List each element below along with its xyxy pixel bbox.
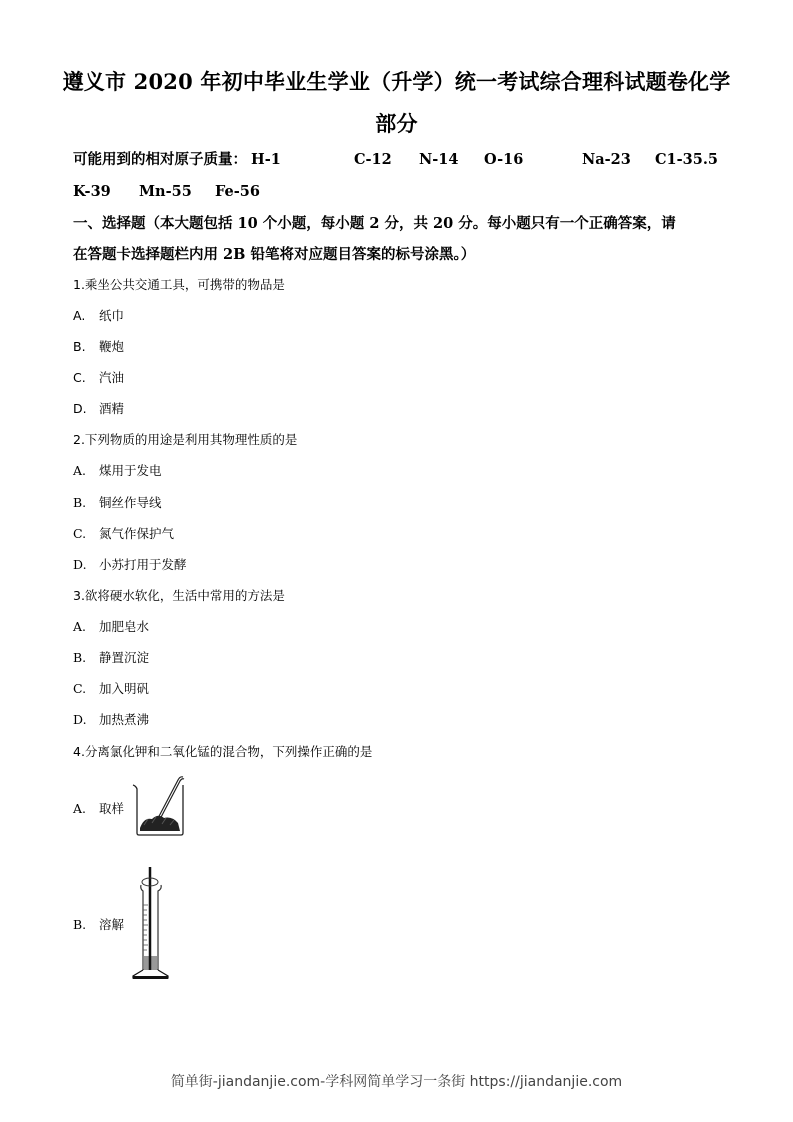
option-label: C. (73, 526, 87, 541)
watermark-footer: 简单街-jiandanjie.com-学科网简单学习一条街 https://jiandanjie.com (170, 1074, 623, 1090)
option-label: D. (73, 712, 87, 727)
option-text: 纸巾 (99, 308, 125, 323)
atomic-mass-o: O-16 (484, 151, 524, 168)
atomic-mass-cl: C1-35.5 (655, 151, 718, 168)
option-label: B. (73, 495, 87, 510)
option-label: B. (73, 339, 86, 354)
atomic-mass-label: 可能用到的相对原子质量： (73, 151, 247, 168)
option-text: 加肥皂水 (99, 619, 150, 634)
atomic-mass-mn: Mn-55 (139, 183, 192, 200)
atomic-mass-na: Na-23 (582, 151, 631, 168)
section-heading-line2: 在答题卡选择题栏内用 2B 铅笔将对应题目答案的标号涂黑。） (73, 246, 476, 263)
option-text: 加热煮沸 (99, 712, 150, 727)
option-text: 静置沉淀 (99, 650, 150, 665)
atomic-mass-row2 (73, 182, 753, 202)
question-3-option-d (73, 711, 149, 729)
option-label: B. (73, 650, 87, 665)
question-2-option-c (73, 525, 174, 543)
option-text: 酒精 (99, 401, 125, 416)
question-1-option-b (73, 338, 124, 356)
option-label: D. (73, 557, 87, 572)
option-text: 氮气作保护气 (99, 526, 175, 541)
page-title-line1: 遵义市 2020 年初中毕业生学业（升学）统一考试综合理科试题卷化学 (62, 69, 731, 94)
question-1-option-c (73, 369, 124, 387)
option-text: 取样 (99, 801, 125, 816)
atomic-mass-h: H-1 (251, 151, 281, 168)
question-3-option-a (73, 618, 149, 636)
question-3-option-c (73, 680, 149, 698)
question-4-stem: 4.分离氯化钾和二氧化锰的混合物，下列操作正确的是 (73, 744, 373, 759)
question-1-option-a (73, 307, 124, 325)
question-3-stem: 3.欲将硬水软化，生活中常用的方法是 (73, 588, 285, 603)
question-2-stem: 2.下列物质的用途是利用其物理性质的是 (73, 432, 298, 447)
atomic-mass-fe: Fe-56 (215, 183, 260, 200)
question-2-option-b (73, 494, 162, 512)
question-4-option-a (73, 800, 124, 818)
atomic-mass-k: K-39 (73, 183, 111, 200)
section-heading-line1: 一、选择题（本大题包括 10 个小题，每小题 2 分，共 20 分。每小题只有一个正确答案，请 (73, 215, 676, 232)
option-text: 溶解 (99, 917, 125, 932)
beaker-with-spoon-illustration (130, 773, 190, 838)
atomic-mass-n: N-14 (419, 151, 459, 168)
atomic-mass-c: C-12 (354, 151, 392, 168)
option-text: 小苏打用于发酵 (99, 557, 187, 572)
option-label: A. (73, 619, 87, 634)
option-label: A. (73, 308, 86, 323)
option-text: 铜丝作导线 (99, 495, 162, 510)
option-label: B. (73, 917, 87, 932)
option-label: A. (73, 463, 87, 478)
option-text: 加入明矾 (99, 681, 150, 696)
question-3-option-b (73, 649, 149, 667)
option-label: A. (73, 801, 87, 816)
page-title-line2: 部分 (375, 111, 418, 136)
option-text: 煤用于发电 (99, 463, 162, 478)
graduated-cylinder-illustration (130, 865, 180, 983)
atomic-mass-row1 (73, 150, 753, 170)
question-2-option-a (73, 462, 162, 480)
option-label: C. (73, 370, 86, 385)
question-1-option-d (73, 400, 124, 418)
option-text: 汽油 (99, 370, 125, 385)
question-2-option-d (73, 556, 187, 574)
option-label: C. (73, 681, 87, 696)
question-4-option-b (73, 916, 124, 934)
question-1-stem: 1.乘坐公共交通工具，可携带的物品是 (73, 277, 285, 292)
option-label: D. (73, 401, 87, 416)
option-text: 鞭炮 (99, 339, 125, 354)
